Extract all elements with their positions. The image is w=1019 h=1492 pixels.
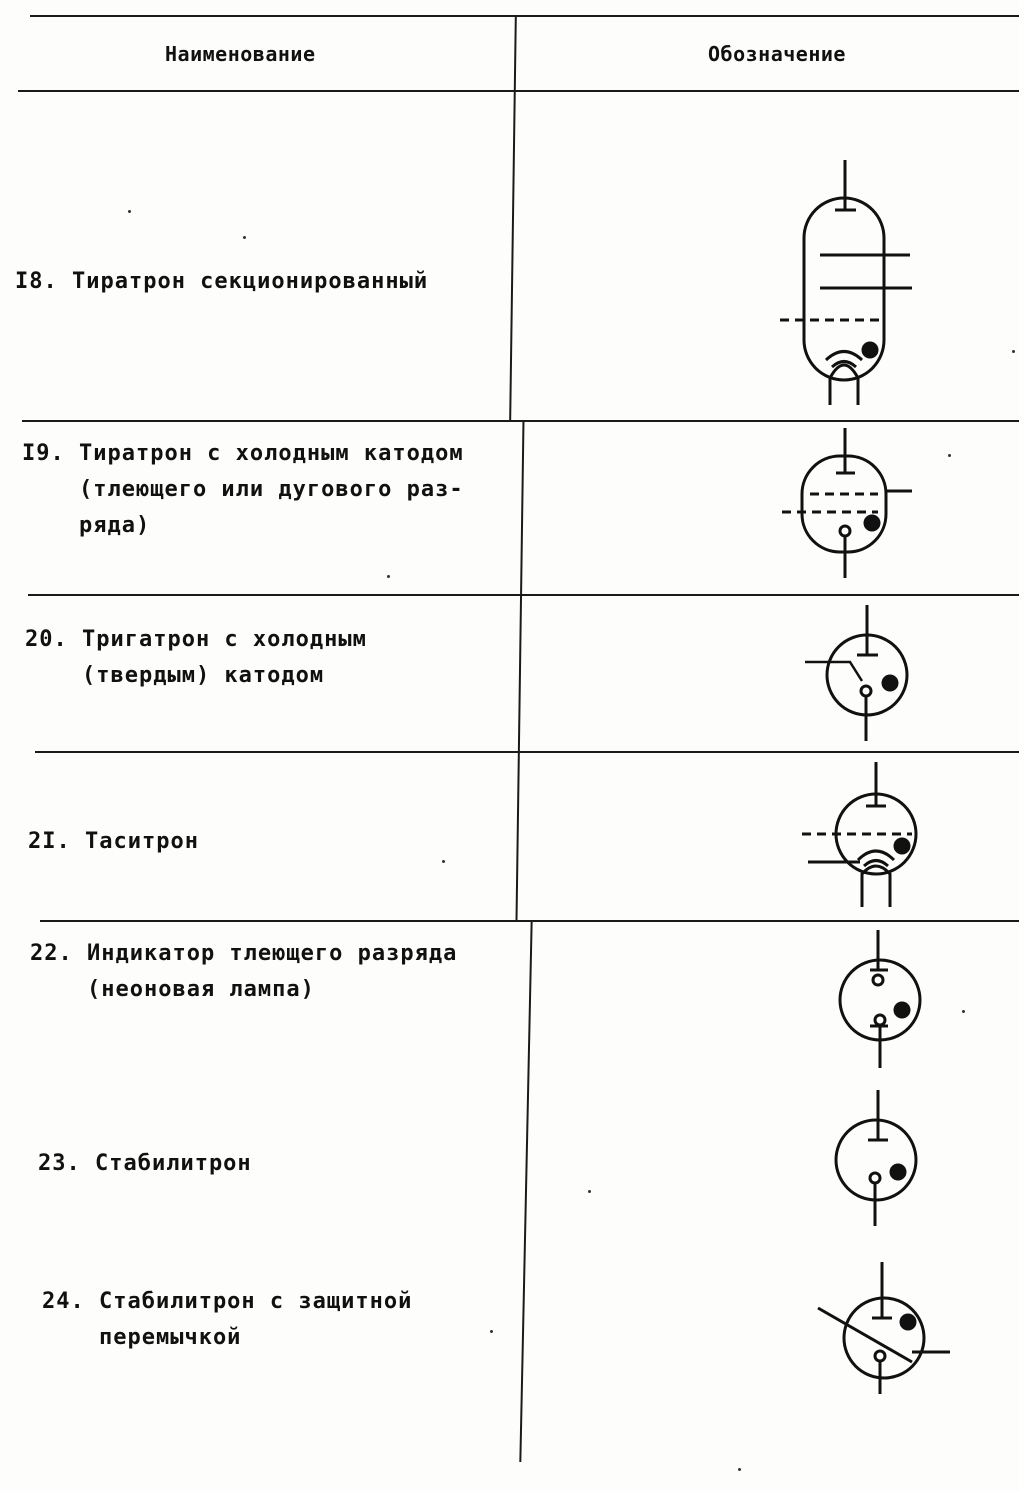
row-label-19: I9. Тиратрон с холодным катодом (тлеющего или дугового раз- ряда) xyxy=(22,441,464,538)
column-divider xyxy=(519,920,532,1462)
cold-cathode-thyratron-icon xyxy=(760,428,960,583)
scan-speck xyxy=(442,860,445,863)
scan-speck xyxy=(243,236,246,239)
row-label-20: 20. Тригатрон с холодным (твердым) катодом xyxy=(25,627,367,688)
row-label-24: 24. Стабилитрон с защитной перемычкой xyxy=(42,1289,413,1350)
table-top-rule xyxy=(30,15,1019,17)
header-name-column: Наименование xyxy=(165,42,316,66)
row-label-22: 22. Индикатор тлеющего разряда (неоновая лампа) xyxy=(30,941,458,1002)
row-divider xyxy=(22,420,1019,422)
trigatron-icon xyxy=(760,605,960,745)
sectioned-thyratron-icon xyxy=(760,160,960,410)
header-symbol-column: Обозначение xyxy=(708,42,846,66)
row-divider xyxy=(40,920,1019,922)
scan-speck xyxy=(962,1010,965,1013)
scan-speck xyxy=(1012,350,1015,353)
tacitron-icon xyxy=(760,762,960,910)
neon-lamp-icon xyxy=(760,930,960,1070)
scan-speck xyxy=(387,575,390,578)
voltage-regulator-tube-icon xyxy=(760,1090,960,1230)
row-divider xyxy=(35,751,1019,753)
row-label-21: 2I. Таситрон xyxy=(28,829,199,854)
row-divider xyxy=(28,594,1019,596)
scan-speck xyxy=(128,210,131,213)
column-divider xyxy=(516,420,525,920)
row-label-18: I8. Тиратрон секционированный xyxy=(15,269,429,294)
scan-speck xyxy=(948,454,951,457)
row-label-23: 23. Стабилитрон xyxy=(38,1151,252,1176)
scan-speck xyxy=(588,1190,591,1193)
scan-speck xyxy=(490,1330,493,1333)
regulator-tube-with-jumper-icon xyxy=(760,1262,960,1397)
column-divider xyxy=(509,15,517,420)
header-bottom-rule xyxy=(18,90,1019,92)
scan-speck xyxy=(738,1468,741,1471)
